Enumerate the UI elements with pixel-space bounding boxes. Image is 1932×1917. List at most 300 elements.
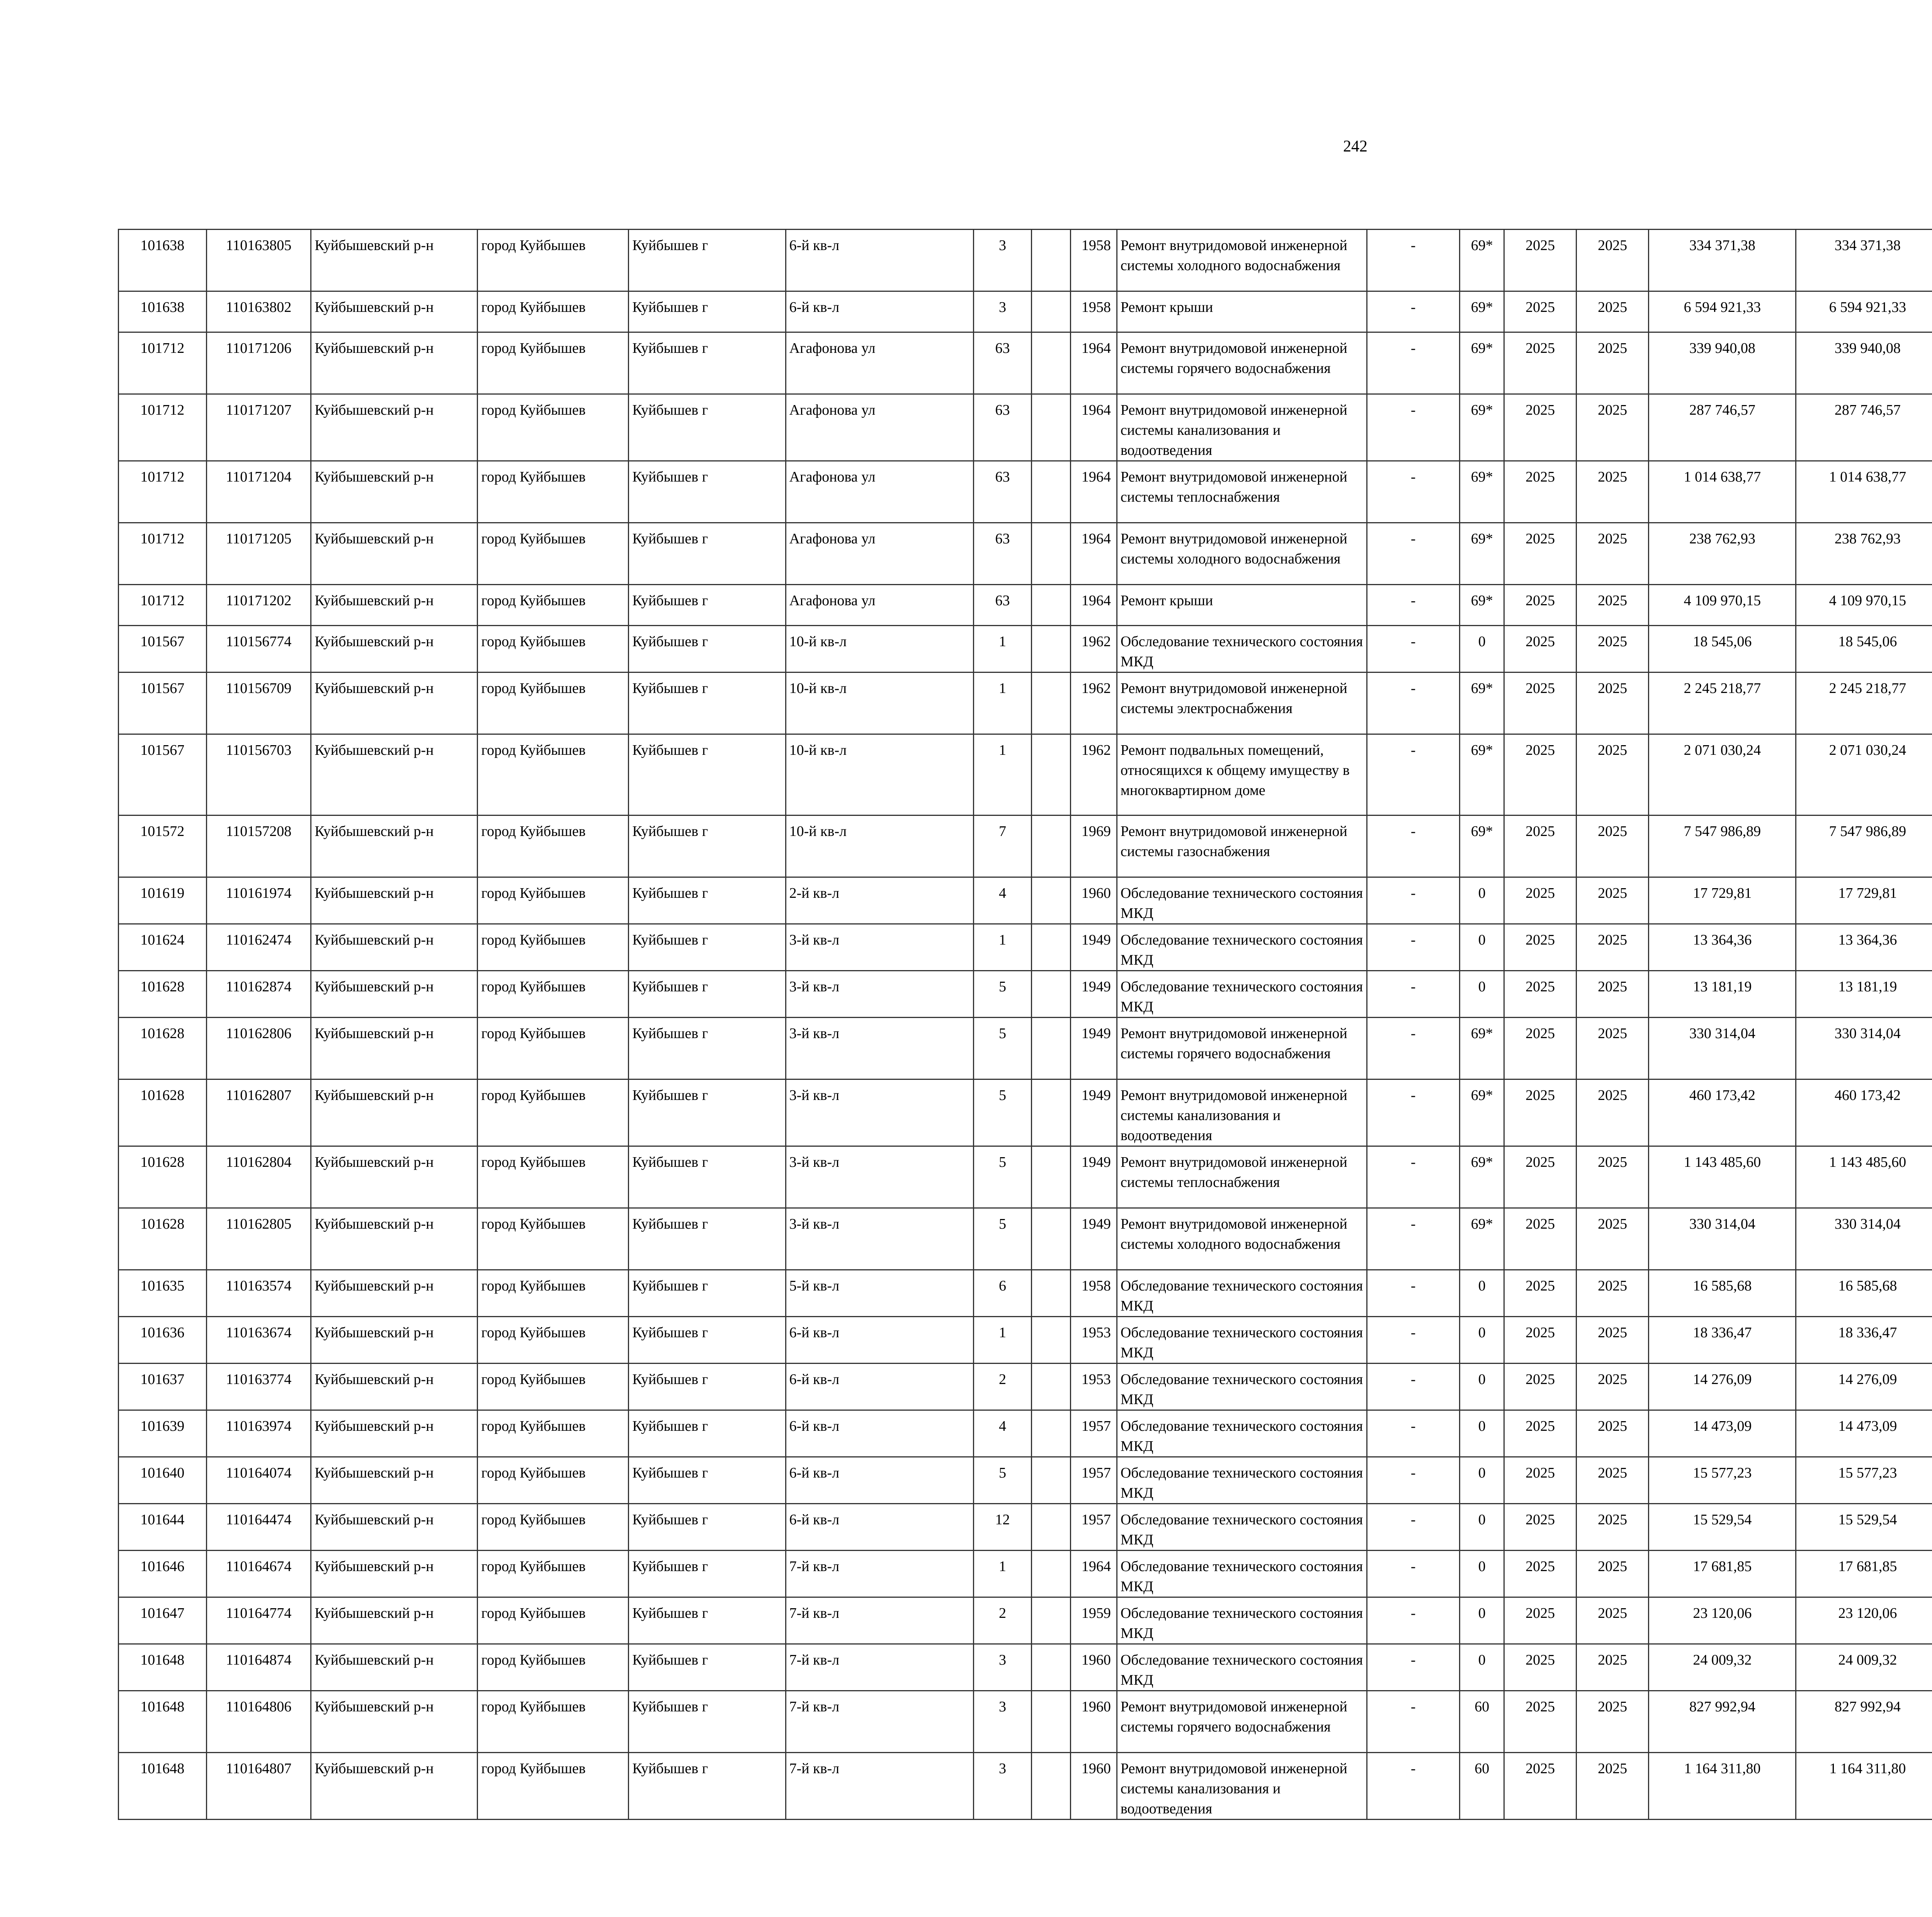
cell-work-id: 110163974 [206, 1410, 311, 1457]
cell-wear: 69* [1460, 672, 1504, 734]
cell-house-number: 3 [973, 1753, 1031, 1820]
cell-work-id: 110163674 [206, 1317, 311, 1364]
cell-cost-total: 2 071 030,24 [1649, 734, 1796, 815]
cell-settlement: Куйбышев г [629, 815, 786, 877]
cell-wear: 0 [1460, 924, 1504, 971]
table-row [119, 924, 1932, 971]
cell-settlement: Куйбышев г [629, 877, 786, 924]
cell-street: 6-й кв-л [786, 291, 973, 332]
cell-district: Куйбышевский р-н [311, 1146, 478, 1208]
cell-year-start: 2025 [1504, 877, 1576, 924]
cell-work-id: 110157208 [206, 815, 311, 877]
cell-building [1032, 332, 1070, 394]
cell-build-year: 1958 [1070, 1270, 1117, 1317]
cell-settlement: Куйбышев г [629, 1317, 786, 1364]
cell-dash: - [1367, 1457, 1460, 1504]
cell-work-type: Обследование технического состояния МКД [1117, 1504, 1367, 1551]
cell-year-end: 2025 [1576, 332, 1648, 394]
cell-house-number: 63 [973, 461, 1031, 523]
cell-building [1032, 523, 1070, 585]
cell-house-id: 101628 [119, 1018, 207, 1079]
cell-building [1032, 1018, 1070, 1079]
cell-build-year: 1953 [1070, 1317, 1117, 1364]
cell-street: 6-й кв-л [786, 1410, 973, 1457]
cell-house-number: 63 [973, 523, 1031, 585]
cell-house-id: 101712 [119, 461, 207, 523]
cell-work-type: Обследование технического состояния МКД [1117, 1597, 1367, 1644]
cell-work-type: Ремонт внутридомовой инженерной системы холодного водоснабжения [1117, 230, 1367, 291]
cell-build-year: 1960 [1070, 1691, 1117, 1753]
cell-house-number: 6 [973, 1270, 1031, 1317]
cell-work-id: 110162807 [206, 1079, 311, 1146]
cell-building [1032, 626, 1070, 672]
cell-building [1032, 1691, 1070, 1753]
cell-district: Куйбышевский р-н [311, 230, 478, 291]
cell-settlement: Куйбышев г [629, 523, 786, 585]
table-row [119, 1644, 1932, 1691]
cell-house-number: 2 [973, 1597, 1031, 1644]
cell-work-type: Ремонт внутридомовой инженерной системы электроснабжения [1117, 672, 1367, 734]
cell-house-number: 4 [973, 877, 1031, 924]
cell-municipality: город Куйбышев [478, 230, 629, 291]
cell-settlement: Куйбышев г [629, 1551, 786, 1597]
cell-building [1032, 1597, 1070, 1644]
cell-build-year: 1960 [1070, 1644, 1117, 1691]
cell-district: Куйбышевский р-н [311, 971, 478, 1018]
table-row [119, 1364, 1932, 1410]
cell-house-id: 101644 [119, 1504, 207, 1551]
cell-cost-total: 339 940,08 [1649, 332, 1796, 394]
cell-build-year: 1969 [1070, 815, 1117, 877]
cell-municipality: город Куйбышев [478, 877, 629, 924]
cell-dash: - [1367, 1146, 1460, 1208]
cell-wear: 0 [1460, 1597, 1504, 1644]
cell-work-type: Обследование технического состояния МКД [1117, 1364, 1367, 1410]
repair-register-table [118, 229, 1932, 1820]
cell-work-type: Ремонт внутридомовой инженерной системы холодного водоснабжения [1117, 523, 1367, 585]
cell-work-type: Обследование технического состояния МКД [1117, 1644, 1367, 1691]
cell-dash: - [1367, 291, 1460, 332]
cell-street: 6-й кв-л [786, 1317, 973, 1364]
cell-work-id: 110164674 [206, 1551, 311, 1597]
cell-cost-total: 4 109 970,15 [1649, 585, 1796, 626]
cell-street: 7-й кв-л [786, 1597, 973, 1644]
cell-settlement: Куйбышев г [629, 1753, 786, 1820]
cell-house-number: 5 [973, 1208, 1031, 1270]
cell-wear: 69* [1460, 1018, 1504, 1079]
cell-municipality: город Куйбышев [478, 1644, 629, 1691]
cell-year-start: 2025 [1504, 815, 1576, 877]
cell-building [1032, 1457, 1070, 1504]
cell-building [1032, 1079, 1070, 1146]
cell-house-id: 101628 [119, 971, 207, 1018]
cell-settlement: Куйбышев г [629, 1208, 786, 1270]
cell-cost-fund: 14 276,09 [1796, 1364, 1932, 1410]
cell-dash: - [1367, 1644, 1460, 1691]
cell-cost-total: 24 009,32 [1649, 1644, 1796, 1691]
cell-house-id: 101628 [119, 1208, 207, 1270]
cell-street: 2-й кв-л [786, 877, 973, 924]
table-row [119, 585, 1932, 626]
cell-house-id: 101619 [119, 877, 207, 924]
cell-work-type: Ремонт внутридомовой инженерной системы канализования и водоотведения [1117, 394, 1367, 461]
cell-year-end: 2025 [1576, 291, 1648, 332]
table-row [119, 1208, 1932, 1270]
table-row [119, 291, 1932, 332]
cell-work-id: 110171202 [206, 585, 311, 626]
cell-cost-total: 17 681,85 [1649, 1551, 1796, 1597]
cell-municipality: город Куйбышев [478, 1597, 629, 1644]
cell-build-year: 1957 [1070, 1504, 1117, 1551]
cell-district: Куйбышевский р-н [311, 1753, 478, 1820]
cell-municipality: город Куйбышев [478, 461, 629, 523]
cell-cost-fund: 330 314,04 [1796, 1018, 1932, 1079]
cell-street: 3-й кв-л [786, 924, 973, 971]
cell-wear: 69* [1460, 332, 1504, 394]
cell-street: 7-й кв-л [786, 1644, 973, 1691]
cell-year-start: 2025 [1504, 1551, 1576, 1597]
cell-district: Куйбышевский р-н [311, 291, 478, 332]
cell-work-type: Обследование технического состояния МКД [1117, 1270, 1367, 1317]
cell-municipality: город Куйбышев [478, 672, 629, 734]
cell-settlement: Куйбышев г [629, 1457, 786, 1504]
cell-building [1032, 461, 1070, 523]
cell-house-id: 101640 [119, 1457, 207, 1504]
cell-work-id: 110164874 [206, 1644, 311, 1691]
cell-build-year: 1962 [1070, 734, 1117, 815]
cell-year-end: 2025 [1576, 877, 1648, 924]
cell-street: 3-й кв-л [786, 1018, 973, 1079]
cell-street: Агафонова ул [786, 332, 973, 394]
cell-cost-fund: 339 940,08 [1796, 332, 1932, 394]
cell-work-type: Обследование технического состояния МКД [1117, 877, 1367, 924]
cell-street: 10-й кв-л [786, 672, 973, 734]
cell-wear: 69* [1460, 585, 1504, 626]
cell-building [1032, 1753, 1070, 1820]
cell-district: Куйбышевский р-н [311, 1644, 478, 1691]
cell-building [1032, 394, 1070, 461]
cell-year-end: 2025 [1576, 734, 1648, 815]
cell-dash: - [1367, 734, 1460, 815]
cell-district: Куйбышевский р-н [311, 877, 478, 924]
cell-wear: 60 [1460, 1753, 1504, 1820]
cell-street: Агафонова ул [786, 585, 973, 626]
cell-house-id: 101567 [119, 672, 207, 734]
cell-house-id: 101712 [119, 394, 207, 461]
cell-cost-fund: 2 245 218,77 [1796, 672, 1932, 734]
cell-cost-total: 13 181,19 [1649, 971, 1796, 1018]
cell-year-end: 2025 [1576, 1317, 1648, 1364]
cell-cost-total: 330 314,04 [1649, 1018, 1796, 1079]
cell-municipality: город Куйбышев [478, 626, 629, 672]
cell-work-type: Обследование технического состояния МКД [1117, 1317, 1367, 1364]
cell-cost-fund: 4 109 970,15 [1796, 585, 1932, 626]
cell-district: Куйбышевский р-н [311, 734, 478, 815]
table-row [119, 1410, 1932, 1457]
cell-year-start: 2025 [1504, 1753, 1576, 1820]
table-row [119, 1551, 1932, 1597]
cell-wear: 0 [1460, 626, 1504, 672]
cell-house-number: 1 [973, 672, 1031, 734]
cell-district: Куйбышевский р-н [311, 394, 478, 461]
cell-building [1032, 1410, 1070, 1457]
cell-work-id: 110162474 [206, 924, 311, 971]
table-row [119, 1079, 1932, 1146]
cell-dash: - [1367, 1691, 1460, 1753]
cell-year-end: 2025 [1576, 1753, 1648, 1820]
cell-settlement: Куйбышев г [629, 1079, 786, 1146]
cell-year-start: 2025 [1504, 971, 1576, 1018]
cell-dash: - [1367, 332, 1460, 394]
table-row [119, 1597, 1932, 1644]
cell-street: Агафонова ул [786, 461, 973, 523]
cell-wear: 69* [1460, 291, 1504, 332]
cell-building [1032, 230, 1070, 291]
cell-street: 3-й кв-л [786, 1208, 973, 1270]
cell-settlement: Куйбышев г [629, 672, 786, 734]
table-row [119, 1753, 1932, 1820]
cell-municipality: город Куйбышев [478, 1551, 629, 1597]
cell-house-number: 63 [973, 394, 1031, 461]
cell-dash: - [1367, 1079, 1460, 1146]
cell-work-type: Обследование технического состояния МКД [1117, 626, 1367, 672]
cell-district: Куйбышевский р-н [311, 1504, 478, 1551]
cell-house-number: 3 [973, 1691, 1031, 1753]
cell-dash: - [1367, 924, 1460, 971]
cell-settlement: Куйбышев г [629, 1644, 786, 1691]
cell-work-type: Ремонт внутридомовой инженерной системы канализования и водоотведения [1117, 1079, 1367, 1146]
cell-municipality: город Куйбышев [478, 924, 629, 971]
cell-work-id: 110163574 [206, 1270, 311, 1317]
cell-street: Агафонова ул [786, 394, 973, 461]
table-row [119, 1270, 1932, 1317]
cell-year-start: 2025 [1504, 291, 1576, 332]
cell-year-end: 2025 [1576, 1410, 1648, 1457]
cell-street: 3-й кв-л [786, 971, 973, 1018]
cell-build-year: 1960 [1070, 877, 1117, 924]
cell-work-id: 110164806 [206, 1691, 311, 1753]
cell-work-id: 110171207 [206, 394, 311, 461]
cell-settlement: Куйбышев г [629, 1597, 786, 1644]
cell-build-year: 1960 [1070, 1753, 1117, 1820]
cell-building [1032, 877, 1070, 924]
cell-street: 7-й кв-л [786, 1691, 973, 1753]
table-row [119, 672, 1932, 734]
cell-building [1032, 1208, 1070, 1270]
cell-year-start: 2025 [1504, 1691, 1576, 1753]
cell-year-end: 2025 [1576, 924, 1648, 971]
cell-settlement: Куйбышев г [629, 971, 786, 1018]
cell-year-end: 2025 [1576, 815, 1648, 877]
cell-dash: - [1367, 230, 1460, 291]
cell-street: 3-й кв-л [786, 1079, 973, 1146]
cell-year-start: 2025 [1504, 1410, 1576, 1457]
cell-work-id: 110171204 [206, 461, 311, 523]
cell-house-number: 3 [973, 230, 1031, 291]
cell-build-year: 1958 [1070, 230, 1117, 291]
cell-house-number: 63 [973, 585, 1031, 626]
cell-wear: 69* [1460, 523, 1504, 585]
cell-year-end: 2025 [1576, 1504, 1648, 1551]
cell-work-type: Обследование технического состояния МКД [1117, 1410, 1367, 1457]
cell-house-id: 101635 [119, 1270, 207, 1317]
cell-municipality: город Куйбышев [478, 1410, 629, 1457]
cell-cost-total: 1 143 485,60 [1649, 1146, 1796, 1208]
cell-cost-fund: 18 336,47 [1796, 1317, 1932, 1364]
cell-build-year: 1953 [1070, 1364, 1117, 1410]
cell-work-type: Ремонт внутридомовой инженерной системы теплоснабжения [1117, 461, 1367, 523]
cell-build-year: 1964 [1070, 1551, 1117, 1597]
cell-dash: - [1367, 1551, 1460, 1597]
cell-year-end: 2025 [1576, 1270, 1648, 1317]
cell-house-id: 101647 [119, 1597, 207, 1644]
cell-cost-total: 14 473,09 [1649, 1410, 1796, 1457]
cell-dash: - [1367, 971, 1460, 1018]
cell-build-year: 1949 [1070, 971, 1117, 1018]
cell-work-type: Ремонт внутридомовой инженерной системы канализования и водоотведения [1117, 1753, 1367, 1820]
table-row [119, 877, 1932, 924]
cell-municipality: город Куйбышев [478, 1504, 629, 1551]
cell-year-start: 2025 [1504, 1146, 1576, 1208]
cell-cost-fund: 2 071 030,24 [1796, 734, 1932, 815]
cell-municipality: город Куйбышев [478, 1691, 629, 1753]
cell-year-end: 2025 [1576, 230, 1648, 291]
cell-year-start: 2025 [1504, 1504, 1576, 1551]
cell-settlement: Куйбышев г [629, 332, 786, 394]
cell-house-id: 101567 [119, 626, 207, 672]
cell-street: 6-й кв-л [786, 1504, 973, 1551]
cell-work-type: Ремонт крыши [1117, 585, 1367, 626]
cell-year-start: 2025 [1504, 924, 1576, 971]
cell-district: Куйбышевский р-н [311, 523, 478, 585]
cell-cost-total: 16 585,68 [1649, 1270, 1796, 1317]
cell-year-start: 2025 [1504, 523, 1576, 585]
cell-year-end: 2025 [1576, 523, 1648, 585]
cell-street: 5-й кв-л [786, 1270, 973, 1317]
cell-district: Куйбышевский р-н [311, 1457, 478, 1504]
cell-district: Куйбышевский р-н [311, 1208, 478, 1270]
cell-cost-fund: 18 545,06 [1796, 626, 1932, 672]
cell-district: Куйбышевский р-н [311, 1317, 478, 1364]
cell-work-type: Ремонт внутридомовой инженерной системы горячего водоснабжения [1117, 1018, 1367, 1079]
cell-house-id: 101646 [119, 1551, 207, 1597]
cell-year-start: 2025 [1504, 1457, 1576, 1504]
cell-cost-total: 2 245 218,77 [1649, 672, 1796, 734]
cell-year-end: 2025 [1576, 1364, 1648, 1410]
cell-building [1032, 815, 1070, 877]
cell-work-type: Ремонт внутридомовой инженерной системы газоснабжения [1117, 815, 1367, 877]
cell-work-id: 110156703 [206, 734, 311, 815]
cell-year-start: 2025 [1504, 1644, 1576, 1691]
table-row [119, 1457, 1932, 1504]
cell-settlement: Куйбышев г [629, 291, 786, 332]
cell-house-number: 1 [973, 626, 1031, 672]
cell-street: Агафонова ул [786, 523, 973, 585]
cell-cost-fund: 827 992,94 [1796, 1691, 1932, 1753]
cell-wear: 0 [1460, 1270, 1504, 1317]
cell-house-id: 101638 [119, 230, 207, 291]
cell-house-id: 101639 [119, 1410, 207, 1457]
cell-dash: - [1367, 1410, 1460, 1457]
cell-district: Куйбышевский р-н [311, 815, 478, 877]
cell-year-start: 2025 [1504, 1597, 1576, 1644]
cell-house-id: 101712 [119, 585, 207, 626]
cell-building [1032, 1270, 1070, 1317]
cell-municipality: город Куйбышев [478, 1317, 629, 1364]
cell-work-id: 110164807 [206, 1753, 311, 1820]
cell-municipality: город Куйбышев [478, 1364, 629, 1410]
cell-cost-total: 18 336,47 [1649, 1317, 1796, 1364]
cell-dash: - [1367, 585, 1460, 626]
cell-cost-total: 1 164 311,80 [1649, 1753, 1796, 1820]
cell-year-start: 2025 [1504, 1018, 1576, 1079]
cell-house-id: 101638 [119, 291, 207, 332]
cell-settlement: Куйбышев г [629, 1146, 786, 1208]
cell-cost-fund: 6 594 921,33 [1796, 291, 1932, 332]
cell-work-type: Ремонт крыши [1117, 291, 1367, 332]
cell-year-end: 2025 [1576, 461, 1648, 523]
cell-dash: - [1367, 1753, 1460, 1820]
cell-settlement: Куйбышев г [629, 1018, 786, 1079]
cell-house-number: 1 [973, 1317, 1031, 1364]
cell-year-end: 2025 [1576, 585, 1648, 626]
cell-municipality: город Куйбышев [478, 1079, 629, 1146]
cell-street: 6-й кв-л [786, 1457, 973, 1504]
cell-year-end: 2025 [1576, 1146, 1648, 1208]
cell-municipality: город Куйбышев [478, 332, 629, 394]
cell-build-year: 1964 [1070, 523, 1117, 585]
cell-municipality: город Куйбышев [478, 1146, 629, 1208]
cell-year-end: 2025 [1576, 1079, 1648, 1146]
cell-district: Куйбышевский р-н [311, 1410, 478, 1457]
table-row [119, 1317, 1932, 1364]
cell-municipality: город Куйбышев [478, 1457, 629, 1504]
cell-municipality: город Куйбышев [478, 1753, 629, 1820]
table-row [119, 1018, 1932, 1079]
cell-settlement: Куйбышев г [629, 1504, 786, 1551]
cell-year-end: 2025 [1576, 1208, 1648, 1270]
cell-cost-fund: 7 547 986,89 [1796, 815, 1932, 877]
cell-cost-fund: 13 364,36 [1796, 924, 1932, 971]
cell-cost-total: 1 014 638,77 [1649, 461, 1796, 523]
cell-wear: 69* [1460, 461, 1504, 523]
cell-district: Куйбышевский р-н [311, 626, 478, 672]
cell-district: Куйбышевский р-н [311, 1551, 478, 1597]
cell-wear: 0 [1460, 1317, 1504, 1364]
cell-cost-total: 13 364,36 [1649, 924, 1796, 971]
cell-year-end: 2025 [1576, 1018, 1648, 1079]
cell-wear: 0 [1460, 1410, 1504, 1457]
cell-house-number: 5 [973, 1018, 1031, 1079]
cell-house-id: 101567 [119, 734, 207, 815]
cell-municipality: город Куйбышев [478, 394, 629, 461]
cell-cost-total: 827 992,94 [1649, 1691, 1796, 1753]
cell-year-start: 2025 [1504, 1208, 1576, 1270]
cell-cost-total: 15 577,23 [1649, 1457, 1796, 1504]
cell-dash: - [1367, 815, 1460, 877]
cell-house-id: 101624 [119, 924, 207, 971]
cell-dash: - [1367, 1597, 1460, 1644]
cell-wear: 69* [1460, 734, 1504, 815]
cell-build-year: 1957 [1070, 1410, 1117, 1457]
cell-build-year: 1964 [1070, 332, 1117, 394]
table-row [119, 332, 1932, 394]
cell-cost-fund: 238 762,93 [1796, 523, 1932, 585]
cell-work-id: 110163805 [206, 230, 311, 291]
cell-district: Куйбышевский р-н [311, 1018, 478, 1079]
cell-house-id: 101637 [119, 1364, 207, 1410]
table-row [119, 461, 1932, 523]
